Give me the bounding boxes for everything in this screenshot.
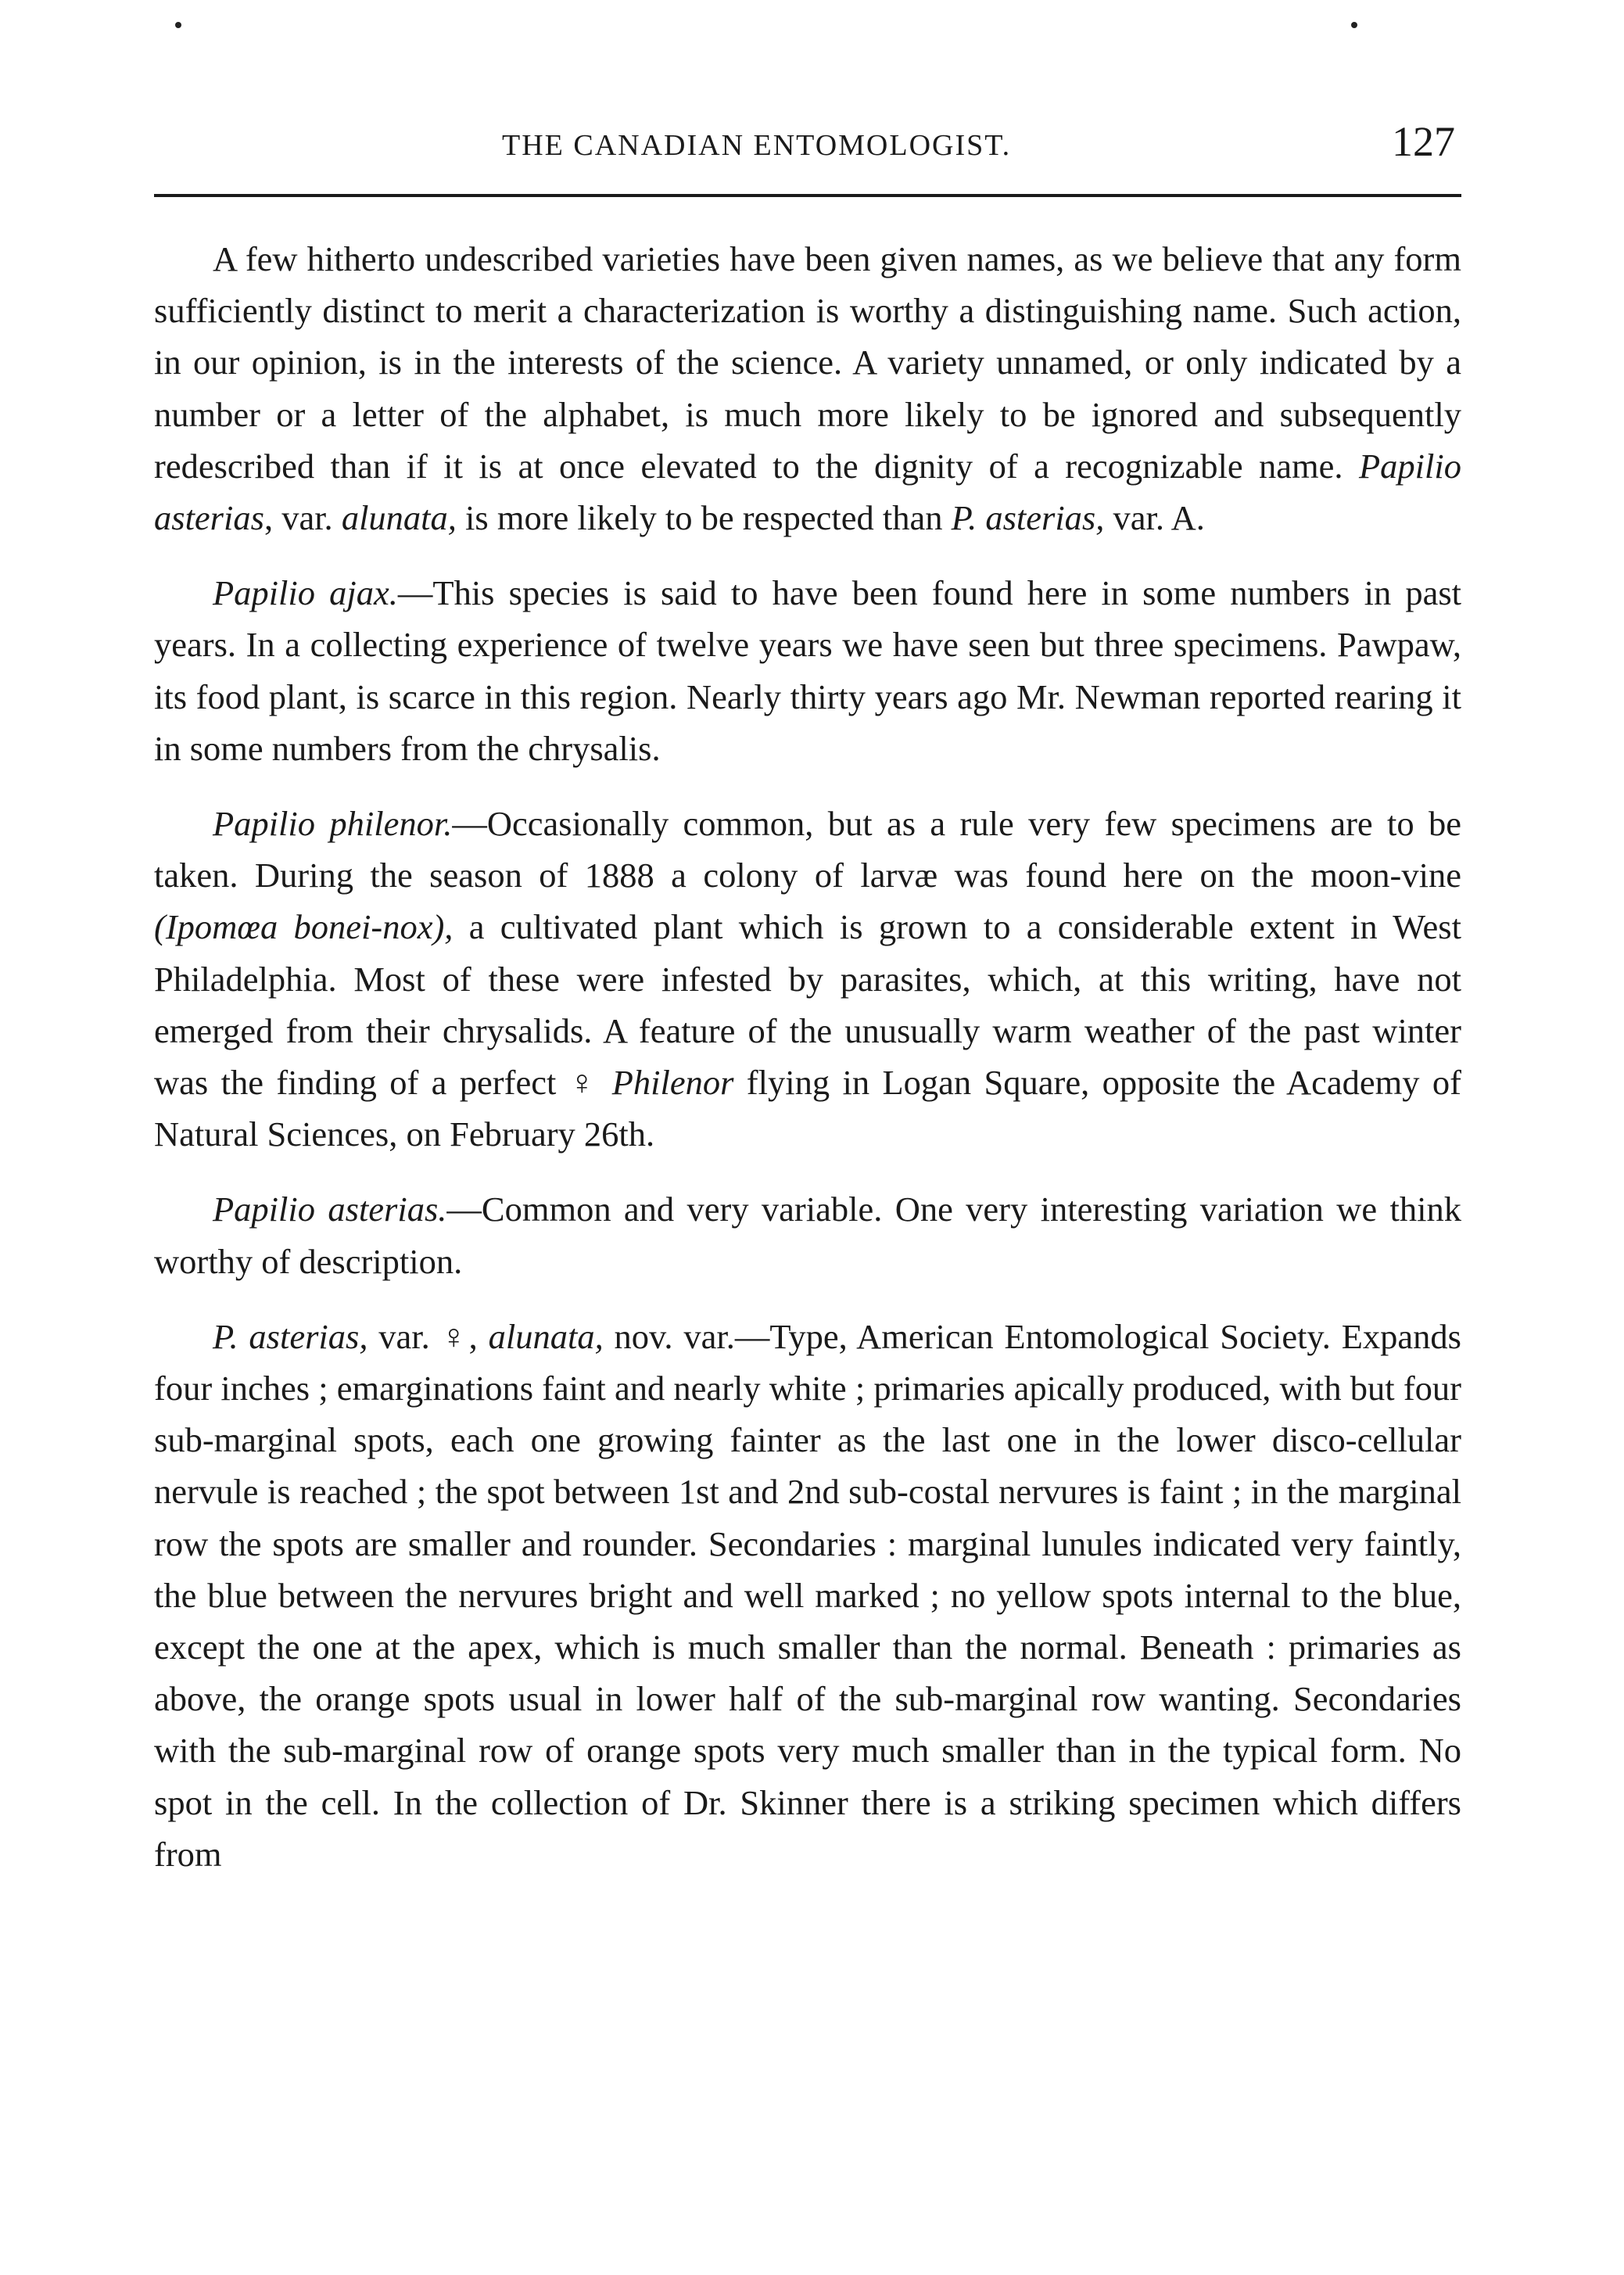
article-body [154, 233, 1461, 1880]
header-rule [154, 194, 1461, 197]
text-run: is more likely to be respected than [456, 498, 952, 538]
paragraph-papilio-philenor [154, 798, 1461, 1160]
page-header [154, 117, 1461, 172]
text-run: —This species is said to have been found here in some numbers in past years. In a collecting experience of twelve years we have seen but three specimens. Pawpaw, its food plant, is scarce in this region. Nearly thirty years ago Mr. Newman reported rearing it in some numbers from the chrysalis. [154, 573, 1461, 768]
species-heading: Papilio ajax. [213, 573, 398, 613]
paragraph-asterias-alunata [154, 1311, 1461, 1880]
text-run: —Common and very variable. One very interesting variation we think worthy of description. [154, 1190, 1461, 1281]
paragraph-varieties [154, 233, 1461, 544]
page-number: 127 [1392, 118, 1455, 165]
text-run: var. ♀, [367, 1316, 489, 1356]
text-run: , var. [263, 498, 342, 538]
paragraph-papilio-ajax [154, 567, 1461, 774]
variety-name: alunata, [488, 1316, 604, 1356]
paragraph-papilio-asterias [154, 1183, 1461, 1286]
text-run: A few hitherto undescribed varieties have been given names, as we believe that any form sufficiently distinct to merit a characterization is worthy a distinguishing name. Such action, in our opinion, is in the interests of the science. A variety unnamed, or only indicated by a number or a letter of the alphabet, is much more likely to be ignored and subsequently redescribed than if it is at once elevated to the dignity of a recognizable name. [154, 239, 1461, 486]
species-name: Papilio asterias [154, 446, 1461, 538]
species-name: Philenor [611, 1063, 734, 1103]
text-run: flying in Logan Square, opposite the Academy of Natural Sciences, on February 26th. [154, 1063, 1461, 1154]
text-run: —Occasionally common, but as a rule very few specimens are to be taken. During the season of 1888 a colony of larvæ was found here on the moon-vine [154, 804, 1461, 895]
running-title: THE CANADIAN ENTOMOLOGIST. [502, 129, 1012, 162]
print-speck [1351, 22, 1357, 28]
text-run: var. A. [1104, 498, 1205, 538]
print-speck [175, 22, 181, 28]
plant-name: (Ipomœa bonei-nox), [154, 907, 454, 947]
species-name: P. asterias, [951, 498, 1105, 538]
text-run: nov. var.—Type, American Entomological Society. Expands four inches ; emarginations faint and nearly white ; primaries apically produced, with but four sub-marginal spots, each one growing fainter as the last one in the lower disco-cellular nervule is reached ; the spot between 1st and 2nd sub-costal nervures is faint ; in the marginal row the spots are smaller and rounder. Secondaries : marginal lunules indicated very faintly, the blue between the nervures bright and well marked ; no yellow spots internal to the blue, except the one at the apex, which is much smaller than the normal. Beneath : primaries as above, the orange spots usual in lower half of the sub-marginal row wanting. Secondaries with the sub-marginal row of orange spots very much smaller than in the typical form. No spot in the cell. In the collection of Dr. Skinner there is a striking specimen which differs from [154, 1316, 1461, 1874]
species-heading: P. asterias, [213, 1316, 368, 1356]
variety-name: alunata, [341, 498, 457, 538]
species-heading: Papilio asterias. [213, 1190, 447, 1229]
species-heading: Papilio philenor. [213, 804, 453, 844]
text-run: a cultivated plant which is grown to a considerable extent in West Philadelphia. Most of these were infested by parasites, which, at this writing, have not emerged from their chrysalids. A feature of the unusually warm weather of the past winter was the finding of a perfect ♀ [154, 907, 1461, 1103]
